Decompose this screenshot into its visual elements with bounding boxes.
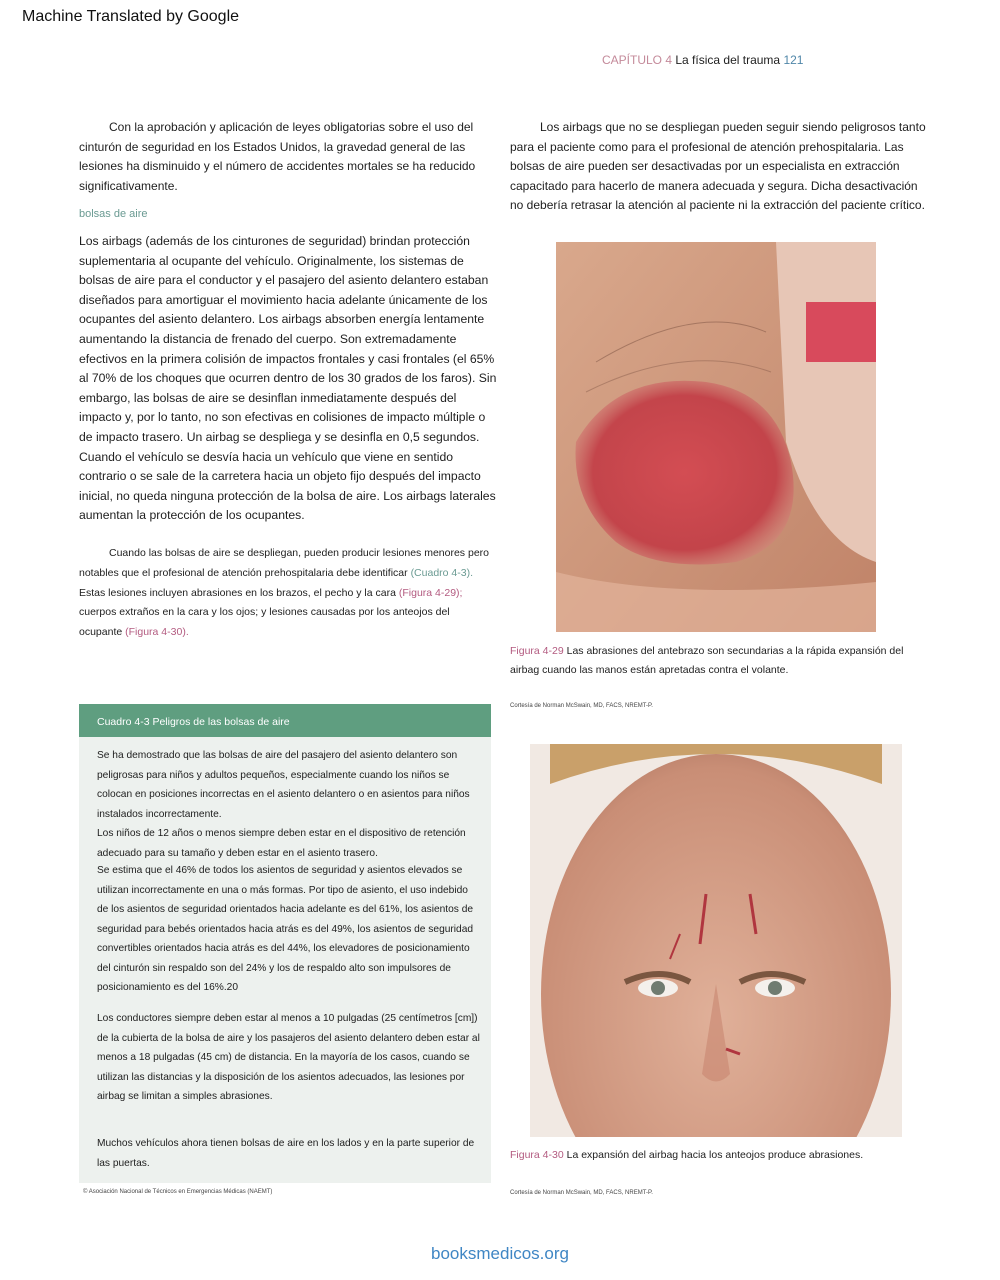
- figure-30-credit: Cortesía de Norman McSwain, MD, FACS, NREMT-P.: [510, 1190, 653, 1196]
- box-paragraph-3: Se estima que el 46% de todos los asientos de seguridad y asientos elevados se utilizan incorrectamente en una o más formas. Por tipo de asiento, el uso indebido de los asientos de seguridad orientados hacia adelante es del 61%, los asientos de seguridad para bebés orientados hacia atrás es del 49%, los asientos de seguridad convertibles orientados hacia atrás es del 44%, los elevadores de posicionamiento del cinturón sin respaldo son del 24% y los de respaldo alto son impulsores de posicionamiento es del 16%.20: [97, 865, 474, 993]
- forearm-abrasion-photo: [556, 242, 876, 632]
- figure-30-label: Figura 4-30: [510, 1149, 564, 1161]
- figure-29-caption: [510, 642, 930, 680]
- figure-30-caption-text: La expansión del airbag hacia los anteojos produce abrasiones.: [563, 1149, 864, 1161]
- figure-29-reference-link[interactable]: (Figura 4-29);: [398, 586, 463, 599]
- chapter-title: La física del trauma: [675, 53, 781, 67]
- injuries-text-3: cuerpos extraños en la cara y los ojos; y lesiones causadas por los anteojos del ocupante: [79, 606, 450, 639]
- box-paragraph-1: Se ha demostrado que las bolsas de aire del pasajero del asiento delantero son peligrosas para niños y adultos pequeños, especialmente cuando los niños se colocan en posiciones incorrectas en el asiento delantero o en asientos para niños instalados incorrectamente.: [97, 750, 470, 820]
- undeployed-airbags-paragraph: Los airbags que no se despliegan pueden seguir siendo peligrosos tanto para el paciente como para el profesional de atención prehospitalaria. Las bolsas de aire pueden ser desactivadas por un especialista en extracción capacitado para hacerlo de manera adecuada y segura. Dicha desactivación no debería retrasar la atención al paciente ni la extracción del paciente crítico.: [510, 120, 926, 213]
- airbags-paragraph: Los airbags (además de los cinturones de seguridad) brindan protección suplementaria al ocupante del vehículo. Originalmente, los sistemas de bolsas de aire para el conductor y el pasajero del asiento delantero estaban diseñados para amortiguar el movimiento hacia adelante únicamente de los ocupantes del asiento delantero. Los airbags absorben energía lentamente aumentando la distancia de frenado del cuerpo. Son extremadamente efectivos en la primera colisión de impactos frontales y casi frontales (el 65% al 70% de los choques que ocurren dentro de los 30 grados de los faros). Sin embargo, las bolsas de aire se desinflan inmediatamente después del impacto y, por lo tanto, no son efectivas en colisiones de impacto múltiple o de impacto trasero. Un airbag se despliega y se desinfla en 0,5 segundos. Cuando el vehículo se desvía hacia un vehículo que viene en sentido contrario o se sale de la carretera hacia un objeto fijo después del impacto inicial, no queda ninguna protección de la bolsa de aire. Los airbags laterales aumentan la protección de los ocupantes.: [79, 234, 497, 523]
- box-paragraph-4: Los conductores siempre deben estar al menos a 10 pulgadas (25 centímetros [cm]) de la cubierta de la bolsa de aire y los pasajeros del asiento delantero deben estar al menos a 18 pulgadas (45 cm) de distancia. En la mayoría de los casos, cuando se utilizan las distancias y la disposición de los asientos adecuados, las lesiones por airbag se limitan a simples abrasiones.: [97, 1013, 480, 1102]
- forearm-abrasion-illustration: [556, 242, 876, 632]
- section-heading: bolsas de aire: [79, 208, 148, 220]
- face-abrasion-illustration: [530, 744, 902, 1137]
- box-credit: © Asociación Nacional de Técnicos en Emergencias Médicas (NAEMT): [83, 1189, 273, 1195]
- figure-29-label: Figura 4-29: [510, 645, 564, 657]
- intro-paragraph: Con la aprobación y aplicación de leyes obligatorias sobre el uso del cinturón de seguridad en los Estados Unidos, la gravedad general de las lesiones ha disminuido y el número de accidentes mortales se ha reducido significativamente.: [79, 120, 476, 193]
- box-paragraph-2: Los niños de 12 años o menos siempre deben estar en el dispositivo de retención adecuado para su tamaño y deben estar en el asiento trasero.: [97, 828, 466, 859]
- chapter-label: CAPÍTULO 4: [602, 53, 673, 67]
- figure-30-reference-link[interactable]: (Figura 4-30).: [125, 626, 189, 639]
- injuries-text-2: Estas lesiones incluyen abrasiones en los brazos, el pecho y la cara: [79, 586, 399, 599]
- face-abrasion-photo: [530, 744, 902, 1137]
- box-reference-link[interactable]: (Cuadro 4-3).: [410, 566, 474, 579]
- machine-translation-banner: Machine Translated by Google: [22, 8, 240, 25]
- box-paragraph-5: Muchos vehículos ahora tienen bolsas de aire en los lados y en la parte superior de las puertas.: [97, 1138, 475, 1169]
- figure-29-caption-text: Las abrasiones del antebrazo son secundarias a la rápida expansión del airbag cuando las manos están apretadas contra el volante.: [510, 645, 904, 676]
- running-header: [602, 53, 803, 67]
- box-title: Cuadro 4-3 Peligros de las bolsas de aire: [79, 704, 491, 737]
- footer-site-link[interactable]: booksmedicos.org: [431, 1244, 569, 1263]
- page-number: 121: [783, 53, 804, 67]
- injuries-text-1: Cuando las bolsas de aire se despliegan, pueden producir lesiones menores pero notables que el profesional de atención prehospitalaria debe identificar: [79, 547, 489, 579]
- figure-30-caption: [510, 1146, 930, 1165]
- airbag-injuries-paragraph: [79, 544, 494, 643]
- figure-29-credit: Cortesía de Norman McSwain, MD, FACS, NREMT-P.: [510, 703, 653, 709]
